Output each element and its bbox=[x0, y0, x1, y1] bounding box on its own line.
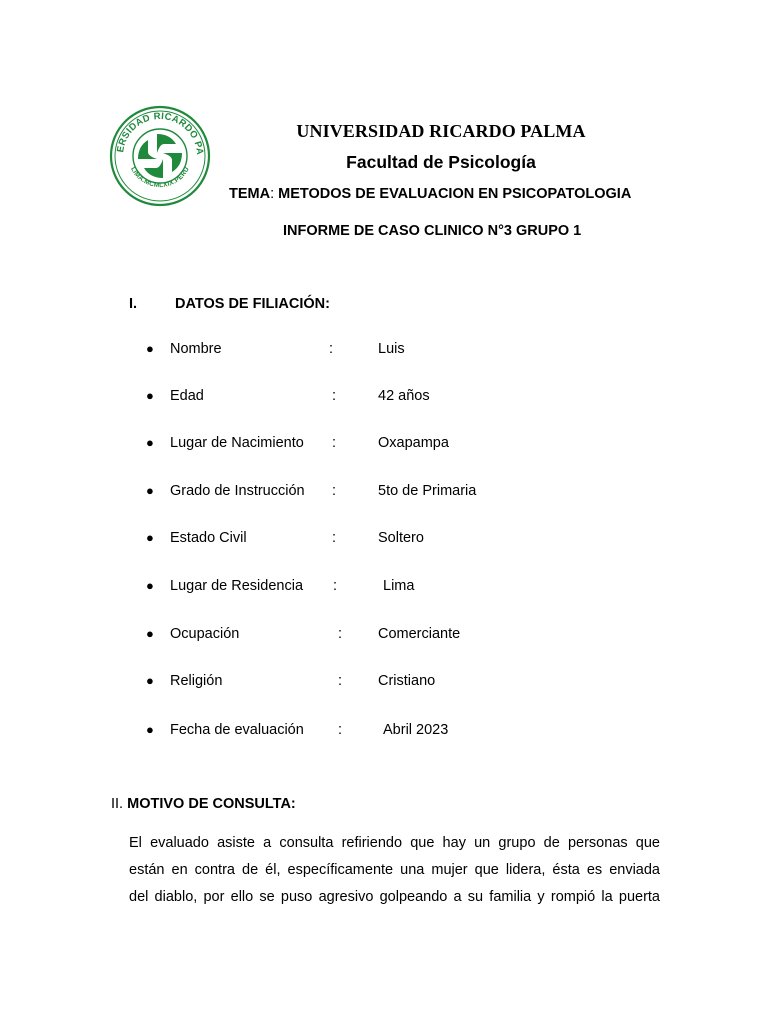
info-label: Fecha de evaluación bbox=[170, 722, 304, 738]
bullet-icon: ● bbox=[146, 483, 154, 498]
info-colon: : bbox=[332, 483, 337, 499]
info-label: Religión bbox=[170, 673, 223, 689]
section-1-title: DATOS DE FILIACIÓN: bbox=[175, 296, 330, 312]
info-colon: : bbox=[332, 388, 337, 404]
info-colon: : bbox=[332, 435, 337, 451]
paragraph-line: están en contra de él, específicamente una mujer que lidera, ésta es enviada bbox=[129, 862, 660, 878]
section-2-heading bbox=[111, 796, 296, 812]
bullet-icon: ● bbox=[146, 435, 154, 450]
info-label: Nombre bbox=[170, 341, 222, 357]
info-colon: : bbox=[338, 626, 343, 642]
info-value: 42 años bbox=[378, 388, 430, 404]
section-2-title: MOTIVO DE CONSULTA: bbox=[127, 796, 296, 812]
section-2-number: II. bbox=[111, 796, 124, 812]
university-name: UNIVERSIDAD RICARDO PALMA bbox=[296, 121, 586, 141]
bullet-icon: ● bbox=[146, 530, 154, 545]
topic-separator: : bbox=[270, 186, 279, 202]
info-label: Ocupación bbox=[170, 626, 240, 642]
info-colon: : bbox=[333, 578, 338, 594]
info-colon: : bbox=[338, 722, 343, 738]
topic-value: METODOS DE EVALUACION EN PSICOPATOLOGIA bbox=[278, 186, 632, 202]
bullet-icon: ● bbox=[146, 673, 154, 688]
info-colon: : bbox=[338, 673, 343, 689]
info-label: Estado Civil bbox=[170, 530, 247, 546]
topic-label: TEMA bbox=[229, 186, 271, 202]
bullet-icon: ● bbox=[146, 341, 154, 356]
paragraph-line: El evaluado asiste a consulta refiriendo que hay un grupo de personas que bbox=[129, 835, 660, 851]
bullet-icon: ● bbox=[146, 578, 154, 593]
section-1-number: I. bbox=[129, 296, 138, 312]
info-value: Abril 2023 bbox=[383, 722, 449, 738]
paragraph-line: del diablo, por ello se puso agresivo golpeando a su familia y rompió la puerta bbox=[129, 889, 660, 905]
topic-line bbox=[229, 186, 631, 202]
info-label: Lugar de Nacimiento bbox=[170, 435, 304, 451]
bullet-icon: ● bbox=[146, 388, 154, 403]
info-value: Luis bbox=[378, 341, 405, 357]
bullet-icon: ● bbox=[146, 722, 154, 737]
info-value: 5to de Primaria bbox=[378, 483, 477, 499]
seal-ring-text-top: ERSIDAD RICARDO PA bbox=[115, 110, 206, 156]
bullet-icon: ● bbox=[146, 626, 154, 641]
info-value: Soltero bbox=[378, 530, 424, 546]
info-value: Lima bbox=[383, 578, 415, 594]
seal-ring-text-bottom: LIMA.MCMLXIX.PERU bbox=[129, 165, 191, 190]
info-label: Edad bbox=[170, 388, 204, 404]
info-label: Grado de Instrucción bbox=[170, 483, 305, 499]
info-label: Lugar de Residencia bbox=[170, 578, 304, 594]
info-value: Comerciante bbox=[378, 626, 461, 642]
info-colon: : bbox=[329, 341, 334, 357]
info-value: Cristiano bbox=[378, 673, 436, 689]
report-title: INFORME DE CASO CLINICO N°3 GRUPO 1 bbox=[283, 223, 582, 239]
consultation-paragraph bbox=[129, 830, 660, 911]
info-colon: : bbox=[332, 530, 337, 546]
faculty-name: Facultad de Psicología bbox=[346, 152, 536, 172]
info-value: Oxapampa bbox=[378, 435, 449, 451]
